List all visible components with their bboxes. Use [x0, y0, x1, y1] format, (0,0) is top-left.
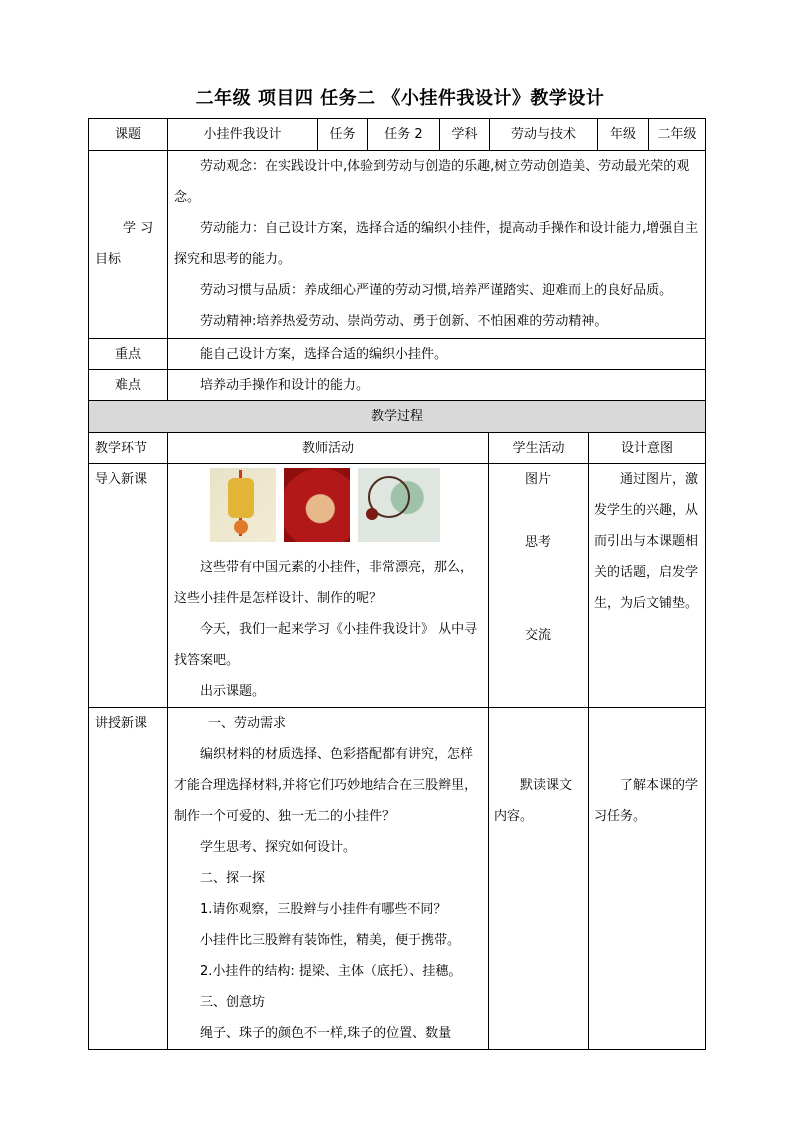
col-student: 学生活动 — [488, 432, 589, 464]
intent-text: 了解本课的学习任务。 — [594, 778, 699, 824]
lesson-plan-table — [88, 118, 706, 1050]
teacher-paragraph: 学生思考、探究如何设计。 — [200, 840, 357, 855]
teacher-paragraph: 编织材料的材质选择、色彩搭配都有讲究，怎样才能合理选择材料,并将它们巧妙地结合在三股辫里，制作一个可爱的、独一无二的小挂件？ — [174, 747, 478, 824]
grade-label: 年级 — [597, 118, 649, 151]
teacher-paragraph: 今天，我们一起来学习《小挂件我设计》 从中寻找答案吧。 — [174, 622, 478, 668]
ornament-photo-2 — [284, 468, 350, 542]
intent-text: 通过图片，激发学生的兴趣，从而引出与本课题相关的话题，启发学生，为后文铺垫。 — [594, 472, 699, 611]
process-header: 教学过程 — [88, 400, 706, 433]
student-activity-intro — [488, 463, 589, 708]
difficulty-value: 培养动手操作和设计的能力。 — [167, 369, 706, 401]
goal-item: 劳动精神:培养热爱劳动、崇尚劳动、勇于创新、不怕困难的劳动精神。 — [200, 314, 608, 329]
teacher-heading: 一、劳动需求 — [208, 716, 287, 731]
key-point-label: 重点 — [88, 338, 168, 370]
design-intent-intro — [588, 463, 706, 708]
ornament-photo-1 — [210, 468, 276, 542]
grade-value: 二年级 — [648, 118, 706, 151]
key-point-value: 能自己设计方案，选择合适的编织小挂件。 — [167, 338, 706, 370]
col-teacher: 教师活动 — [167, 432, 489, 464]
teacher-paragraph: 这些带有中国元素的小挂件，非常漂亮，那么，这些小挂件是怎样设计、制作的呢？ — [174, 560, 474, 606]
student-item: 图片 — [525, 472, 552, 487]
goals-content — [167, 150, 706, 339]
teacher-activity-teaching — [167, 707, 489, 1050]
page-title: 二年级 项目四 任务二 《小挂件我设计》教学设计 — [195, 88, 605, 109]
goals-label-line-2: 目标 — [95, 252, 122, 267]
difficulty-label: 难点 — [88, 369, 168, 401]
teacher-heading: 三、创意坊 — [200, 995, 266, 1010]
student-item: 交流 — [525, 628, 552, 643]
goals-label — [88, 150, 168, 339]
ornament-images — [210, 468, 482, 546]
goals-label-line-1: 学 习 — [123, 221, 154, 236]
subject-value: 劳动与技术 — [489, 118, 598, 151]
teacher-paragraph: 2.小挂件的结构: 提梁、主体（底托）、挂穗。 — [200, 964, 462, 979]
teacher-activity-intro — [167, 463, 489, 708]
goal-item: 劳动能力：自己设计方案，选择合适的编织小挂件，提高动手操作和设计能力,增强自主探究和思考的能力。 — [174, 221, 699, 267]
goal-item: 劳动习惯与品质：养成细心严谨的劳动习惯,培养严谨踏实、迎难而上的良好品质。 — [200, 283, 673, 298]
task-label: 任务 — [317, 118, 368, 151]
col-intent: 设计意图 — [588, 432, 706, 464]
student-text: 默读课文内容。 — [494, 778, 573, 824]
stage-intro: 导入新课 — [88, 463, 168, 708]
student-activity-teaching — [488, 707, 589, 1050]
ornament-photo-3 — [358, 468, 440, 542]
design-intent-teaching — [588, 707, 706, 1050]
teacher-paragraph: 绳子、珠子的颜色不一样,珠子的位置、数量 — [200, 1026, 452, 1041]
col-stage: 教学环节 — [88, 432, 168, 464]
teacher-paragraph: 1.请你观察，三股辫与小挂件有哪些不同？ — [200, 902, 447, 917]
student-item: 思考 — [525, 535, 552, 550]
teacher-paragraph: 小挂件比三股辫有装饰性，精美，便于携带。 — [200, 933, 461, 948]
task-value: 任务 2 — [367, 118, 440, 151]
topic-label: 课题 — [88, 118, 168, 151]
topic-value: 小挂件我设计 — [167, 118, 318, 151]
subject-label: 学科 — [439, 118, 490, 151]
goal-item: 劳动观念：在实践设计中,体验到劳动与创造的乐趣,树立劳动创造美、劳动最光荣的观念。 — [174, 159, 690, 205]
stage-teaching: 讲授新课 — [88, 707, 168, 1050]
teacher-heading: 二、探一探 — [200, 871, 266, 886]
teacher-paragraph: 出示课题。 — [200, 684, 266, 699]
